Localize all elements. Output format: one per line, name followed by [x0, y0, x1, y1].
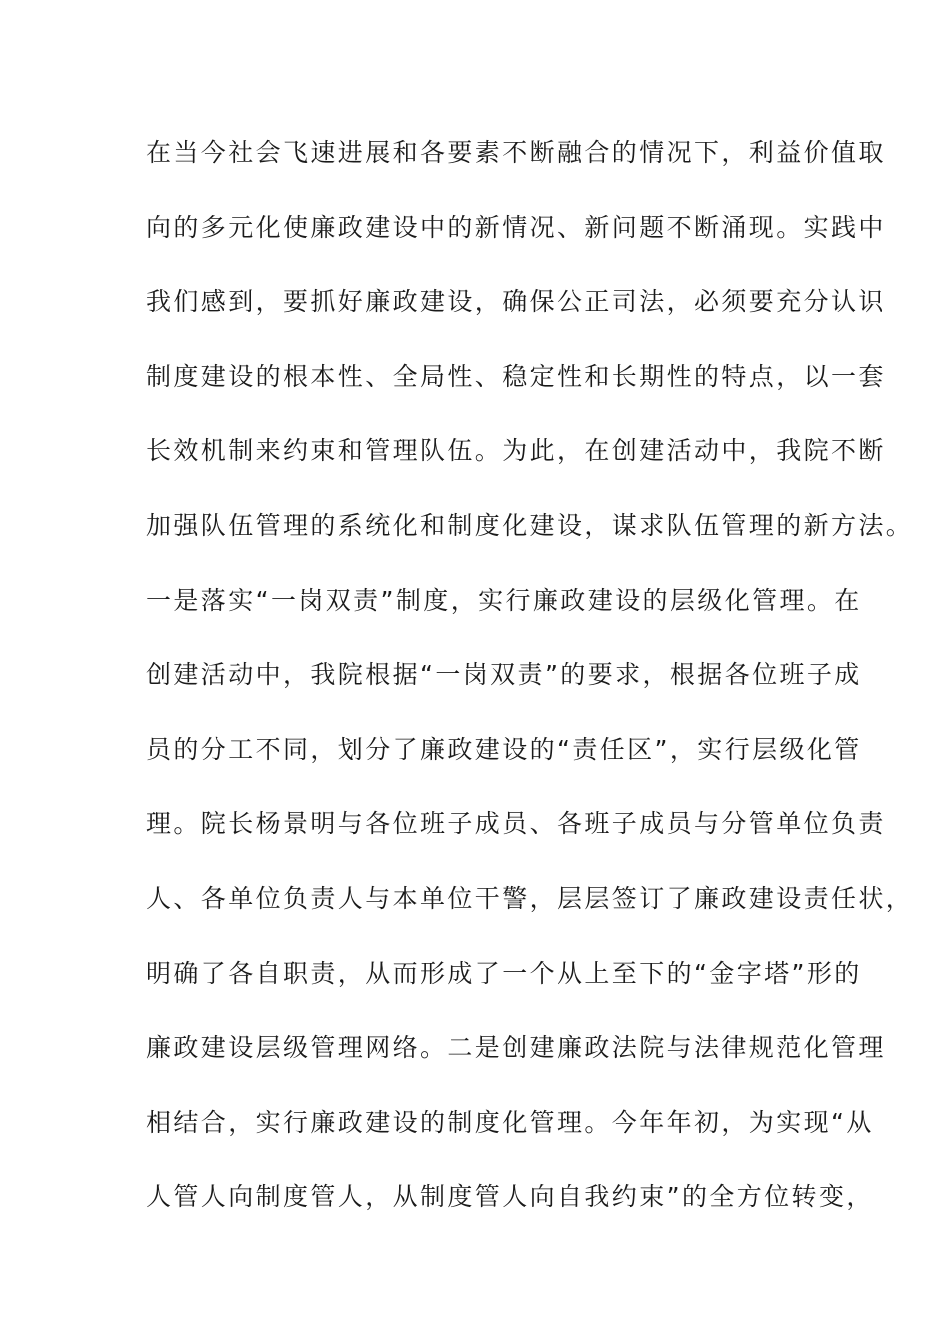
text-line-14: 相结合，实行廉政建设的制度化管理。今年年初，为实现“从 [146, 1107, 874, 1137]
text-line-15: 人管人向制度管人，从制度管人向自我约束”的全方位转变， [146, 1182, 874, 1212]
text-line-6: 加强队伍管理的系统化和制度化建设，谋求队伍管理的新方法。 [146, 510, 914, 540]
body-text [146, 131, 914, 1250]
text-line-2: 向的多元化使廉政建设中的新情况、新问题不断涌现。实践中 [146, 212, 886, 242]
text-line-5: 长效机制来约束和管理队伍。为此，在创建活动中，我院不断 [146, 436, 886, 466]
text-line-7: 一是落实“一岗双责”制度，实行廉政建设的层级化管理。在 [146, 585, 862, 615]
text-line-13: 廉政建设层级管理网络。二是创建廉政法院与法律规范化管理 [146, 1033, 886, 1063]
text-line-8: 创建活动中，我院根据“一岗双责”的要求，根据各位班子成 [146, 660, 862, 690]
text-line-10: 理。院长杨景明与各位班子成员、各班子成员与分管单位负责 [146, 809, 886, 839]
text-line-3: 我们感到，要抓好廉政建设，确保公正司法，必须要充分认识 [146, 287, 886, 317]
text-line-4: 制度建设的根本性、全局性、稳定性和长期性的特点，以一套 [146, 361, 886, 391]
text-line-12: 明确了各自职责，从而形成了一个从上至下的“金字塔”形的 [146, 958, 862, 988]
text-line-9: 员的分工不同，划分了廉政建设的“责任区”，实行层级化管 [146, 734, 862, 764]
text-line-11: 人、各单位负责人与本单位干警，层层签订了廉政建设责任状， [146, 883, 914, 913]
text-line-1: 在当今社会飞速进展和各要素不断融合的情况下，利益价值取 [146, 138, 886, 167]
